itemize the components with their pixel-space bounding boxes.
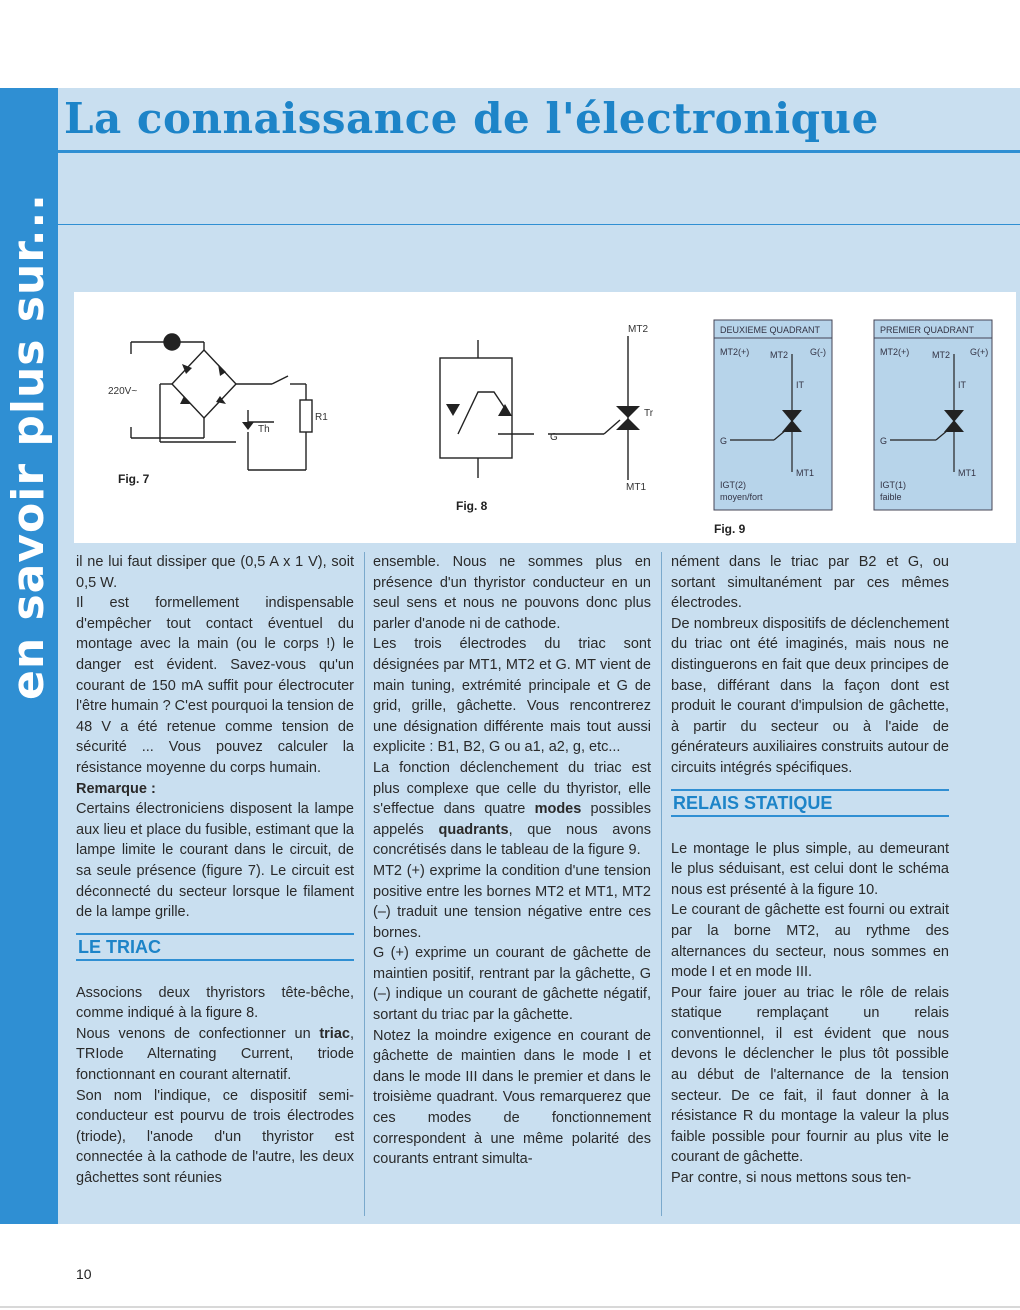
fig9-left-mt2: MT2 [770, 350, 788, 360]
paragraph: Certains électroniciens disposent la lampe aux lieu et place du fusible, estimant que la lampe limite le courant dans le circuit, de sa seule présence (figure 7). Le circuit est déconnecté du secteur lorsque le filament de la lampe grille. [76, 801, 354, 921]
section-heading-relais: RELAIS STATIQUE [671, 789, 949, 817]
paragraph: Associons deux thyristors tête-bêche, comme indiqué à la figure 8. [76, 984, 354, 1022]
paragraph: Le montage le plus simple, au demeurant le plus séduisant, est celui dont le schéma nous est présenté à la figure 10. [671, 840, 949, 898]
remark-heading: Remarque : [76, 780, 156, 797]
figures-svg [74, 292, 1016, 543]
text-column-2 [373, 552, 651, 1170]
fig9-right-g: G [880, 436, 888, 446]
paragraph: Son nom l'indique, ce dispositif semi-conducteur est pourvu de trois électrodes (triode), l'anode d'un thyristor est connectée à la cathode de l'autre, les deux gâchettes sont réunies [76, 1087, 354, 1187]
bold-term: modes [534, 801, 582, 818]
paragraph: Pour faire jouer au triac le rôle de relais statique remplaçant un relais conventionnel, il est évident que nous devons le déclencher le plus tôt possible au début de l'alternance de la tension secteur. De ce fait, il faut donner à la résistance R du montage la valeur la plus faible possible pour fournir au plus vite le courant de gâchette. [671, 984, 949, 1166]
bottom-rule [0, 1306, 1020, 1308]
fig7-r1-label: R1 [315, 412, 328, 423]
divider [58, 224, 1020, 225]
fig9-right-heading: PREMIER QUADRANT [880, 325, 975, 335]
paragraph [373, 758, 651, 861]
fig9-left-igt: IGT(2) [720, 480, 746, 490]
paragraph: MT2 (+) exprime la condition d'une tension positive entre les bornes MT2 et MT1, MT2 (–) traduit une tension négative entre ces bornes. [373, 862, 651, 941]
fig8-schematic [440, 336, 628, 480]
paragraph: Les trois électrodes du triac sont désignées par MT1, MT2 et G. MT vient de main tuning, extrémité principale et G de grid, grille, gâchette. Vous rencontrerez une désignation différente mais tout aussi explicite : B1, B2, G ou a1, a2, g, etc... [373, 636, 651, 756]
fig9-right-mt2-sign: MT2(+) [880, 347, 910, 357]
section-heading-triac: LE TRIAC [76, 933, 354, 961]
fig8-mt2-label: MT2 [628, 324, 648, 335]
paragraph: G (+) exprime un courant de gâchette de maintien positif, rentrant par la gâchette, G (–) indique un courant de gâchette négatif, sortant du triac par la gâchette. [373, 945, 651, 1024]
fig7-voltage-label: 220V~ [108, 386, 138, 397]
paragraph: ensemble. Nous ne sommes plus en présence d'un thyristor conducteur en un seul sens et nous ne pouvons donc plus parler d'anode ni de cathode. [373, 554, 651, 632]
text-run: Nous venons de confectionner un [76, 1025, 320, 1042]
fig9-right-mt1: MT1 [958, 468, 976, 478]
side-label: en savoir plus sur... [3, 193, 54, 700]
bold-term: triac [319, 1025, 350, 1042]
text-run: , TRIode Alternating Current, triode fonctionnant en courant alternatif. [76, 1025, 354, 1084]
text-run: possibles appelés [373, 801, 651, 838]
paragraph: Il est formellement indispensable d'empêcher tout contact éventuel du montage avec la main (ou le corps !) le danger est évident. Savez-vous qu'un courant de 150 mA suffit pour électrocuter l'être humain ? C'est pourquoi la tension de 48 V a été retenue comme tension de sécurité ... Vous pouvez calculer la résistance moyenne du corps humain. [76, 595, 354, 776]
text-column-1 [76, 552, 354, 1189]
fig9-caption: Fig. 9 [714, 522, 746, 536]
text-run: , que nous avons concrétisés dans le tableau de la figure 9. [373, 821, 651, 859]
paragraph: nément dans le triac par B2 et G, ou sortant simultanément par ces mêmes électrodes. [671, 554, 949, 612]
fig9-right-mt2: MT2 [932, 350, 950, 360]
text-column-3 [671, 552, 949, 1189]
page-title: La connaissance de l'électronique [64, 94, 879, 143]
fig9-right-igt: IGT(1) [880, 480, 906, 490]
fig9-right-it: IT [958, 380, 966, 390]
fig9-left-g-sign: G(-) [810, 347, 826, 357]
column-separator [661, 552, 662, 1216]
page-number: 10 [76, 1266, 92, 1282]
figures-panel [74, 292, 1016, 543]
fig9-left-heading: DEUXIEME QUADRANT [720, 325, 821, 335]
fig7-diodes [180, 364, 254, 430]
fig9-left-level: moyen/fort [720, 492, 763, 502]
fig7-caption: Fig. 7 [118, 472, 150, 486]
paragraph: De nombreux dispositifs de déclenchement du triac ont été imaginés, mais nous ne distinguerons en fait que deux principes de base, différant dans la façon dont est produit le courant d'impulsion de gâchette, à partir du secteur ou à l'aide de générateurs auxiliaires construits autour de circuits intégrés spécifiques. [671, 615, 949, 776]
paragraph: il ne lui faut dissiper que (0,5 A x 1 V), soit 0,5 W. [76, 554, 354, 591]
title-rule [58, 150, 1020, 153]
text-run: La fonction déclenchement du triac est plus complexe que celle du thyristor, elle s'effectue dans quatre [373, 759, 651, 818]
fig9-left-mt2-sign: MT2(+) [720, 347, 750, 357]
fig9-right-g-sign: G(+) [970, 347, 989, 357]
fig8-g-label: G [550, 432, 558, 443]
paragraph: Par contre, si nous mettons sous ten- [671, 1170, 912, 1187]
paragraph: Notez la moindre exigence en courant de gâchette de maintien dans le mode I et dans le mode III dans le premier et dans le troisième quadrant. Vous remarquerez que ces modes de fonctionnement correspondent à une même polarité des courants entrant simulta- [373, 1027, 651, 1168]
fig8-tr-label: Tr [644, 408, 654, 419]
fig9-right-level: faible [880, 492, 902, 502]
fig9-left-g: G [720, 436, 728, 446]
fig7-th-label: Th [258, 424, 270, 435]
paragraph: Le courant de gâchette est fourni ou extrait par la borne MT2, au rythme des alternances du secteur, nous sommes en mode I et en mode III. [671, 902, 949, 981]
fig8-devices [446, 404, 640, 430]
fig8-caption: Fig. 8 [456, 499, 488, 513]
column-separator [364, 552, 365, 1216]
bold-term: quadrants [438, 821, 509, 838]
fig9-left-it: IT [796, 380, 804, 390]
fig9-left-mt1: MT1 [796, 468, 814, 478]
fig8-mt1-label: MT1 [626, 482, 646, 493]
paragraph [76, 1024, 354, 1086]
